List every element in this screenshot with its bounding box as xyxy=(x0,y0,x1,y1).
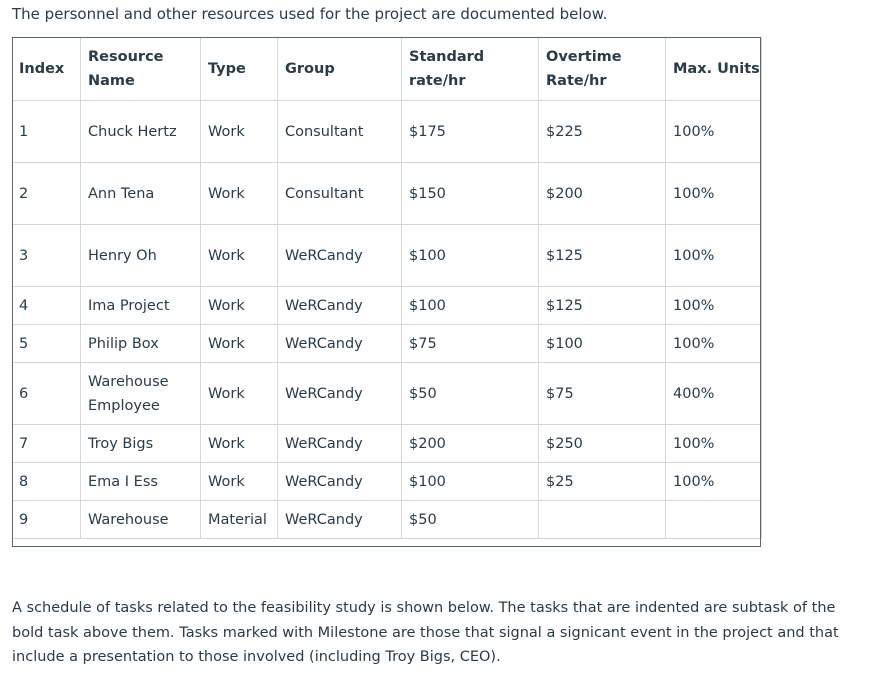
cell-max-units: 100% xyxy=(666,225,762,287)
cell-type: Work xyxy=(201,287,278,325)
header-resource-name-line1: Resource xyxy=(88,49,164,65)
cell-overtime-rate: $250 xyxy=(539,425,666,463)
cell-standard-rate: $200 xyxy=(402,425,539,463)
cell-index: 8 xyxy=(13,463,81,501)
cell-resource-name: Ema I Ess xyxy=(81,463,201,501)
cell-resource-name: Ann Tena xyxy=(81,163,201,225)
cell-index: 1 xyxy=(13,101,81,163)
cell-type: Work xyxy=(201,463,278,501)
cell-group: Consultant xyxy=(278,163,402,225)
cell-index: 2 xyxy=(13,163,81,225)
cell-type: Work xyxy=(201,101,278,163)
cell-group: WeRCandy xyxy=(278,501,402,539)
cell-max-units: 100% xyxy=(666,101,762,163)
cell-resource-name: Henry Oh xyxy=(81,225,201,287)
cell-overtime-rate: $225 xyxy=(539,101,666,163)
table-row xyxy=(13,363,762,425)
schedule-description: A schedule of tasks related to the feasibility study is shown below. The tasks that are indented are subtask of the bold task above them. Tasks marked with Milestone are those that signal a signicant event in the project and that include a presentation to those involved (including Troy Bigs, CEO). xyxy=(12,600,839,665)
cell-overtime-rate: $200 xyxy=(539,163,666,225)
cell-type: Work xyxy=(201,363,278,425)
header-standard-rate: Standard rate/hr xyxy=(402,38,539,101)
cell-group: Consultant xyxy=(278,101,402,163)
cell-resource-name-line2: Employee xyxy=(88,397,160,414)
cell-type: Work xyxy=(201,163,278,225)
cell-index: 7 xyxy=(13,425,81,463)
cell-standard-rate: $150 xyxy=(402,163,539,225)
cell-standard-rate: $75 xyxy=(402,325,539,363)
cell-max-units xyxy=(666,501,762,539)
cell-index: 6 xyxy=(13,363,81,425)
header-resource-name-line2: Name xyxy=(88,73,135,89)
cell-overtime-rate: $100 xyxy=(539,325,666,363)
cell-overtime-rate: $125 xyxy=(539,225,666,287)
header-max-units: Max. Units xyxy=(666,38,762,101)
cell-resource-name: Philip Box xyxy=(81,325,201,363)
header-overtime-line1: Overtime xyxy=(546,49,622,65)
table-row xyxy=(13,463,762,501)
resource-table xyxy=(12,37,762,539)
table-row xyxy=(13,425,762,463)
table-row xyxy=(13,101,762,163)
cell-resource-name xyxy=(81,363,201,425)
cell-group: WeRCandy xyxy=(278,463,402,501)
header-type: Type xyxy=(201,38,278,101)
cell-standard-rate: $50 xyxy=(402,501,539,539)
header-overtime-rate xyxy=(539,38,666,101)
cell-type: Work xyxy=(201,225,278,287)
header-index: Index xyxy=(13,38,81,101)
cell-index: 3 xyxy=(13,225,81,287)
cell-standard-rate: $50 xyxy=(402,363,539,425)
cell-type: Work xyxy=(201,325,278,363)
cell-index: 4 xyxy=(13,287,81,325)
header-overtime-line2: Rate/hr xyxy=(546,73,607,89)
cell-resource-name: Ima Project xyxy=(81,287,201,325)
cell-type: Material xyxy=(201,501,278,539)
table-header-row xyxy=(13,38,762,101)
cell-group: WeRCandy xyxy=(278,325,402,363)
table-row xyxy=(13,163,762,225)
table-row xyxy=(13,325,762,363)
cell-index: 5 xyxy=(13,325,81,363)
table-row xyxy=(13,501,762,539)
cell-index: 9 xyxy=(13,501,81,539)
cell-resource-name: Chuck Hertz xyxy=(81,101,201,163)
cell-standard-rate: $100 xyxy=(402,225,539,287)
cell-standard-rate: $100 xyxy=(402,287,539,325)
table-row xyxy=(13,287,762,325)
cell-group: WeRCandy xyxy=(278,287,402,325)
cell-max-units: 400% xyxy=(666,363,762,425)
header-group: Group xyxy=(278,38,402,101)
cell-overtime-rate: $25 xyxy=(539,463,666,501)
cell-max-units: 100% xyxy=(666,425,762,463)
cell-overtime-rate: $125 xyxy=(539,287,666,325)
cell-overtime-rate: $75 xyxy=(539,363,666,425)
cell-resource-name-line1: Warehouse xyxy=(88,373,169,390)
cell-max-units: 100% xyxy=(666,287,762,325)
cell-resource-name: Warehouse xyxy=(81,501,201,539)
cell-overtime-rate xyxy=(539,501,666,539)
cell-group: WeRCandy xyxy=(278,363,402,425)
cell-group: WeRCandy xyxy=(278,225,402,287)
intro-text: The personnel and other resources used for the project are documented below. xyxy=(12,5,608,23)
cell-standard-rate: $100 xyxy=(402,463,539,501)
cell-standard-rate: $175 xyxy=(402,101,539,163)
cell-max-units: 100% xyxy=(666,463,762,501)
cell-group: WeRCandy xyxy=(278,425,402,463)
cell-max-units: 100% xyxy=(666,325,762,363)
table-row xyxy=(13,225,762,287)
cell-resource-name: Troy Bigs xyxy=(81,425,201,463)
header-resource-name xyxy=(81,38,201,101)
cell-max-units: 100% xyxy=(666,163,762,225)
cell-type: Work xyxy=(201,425,278,463)
